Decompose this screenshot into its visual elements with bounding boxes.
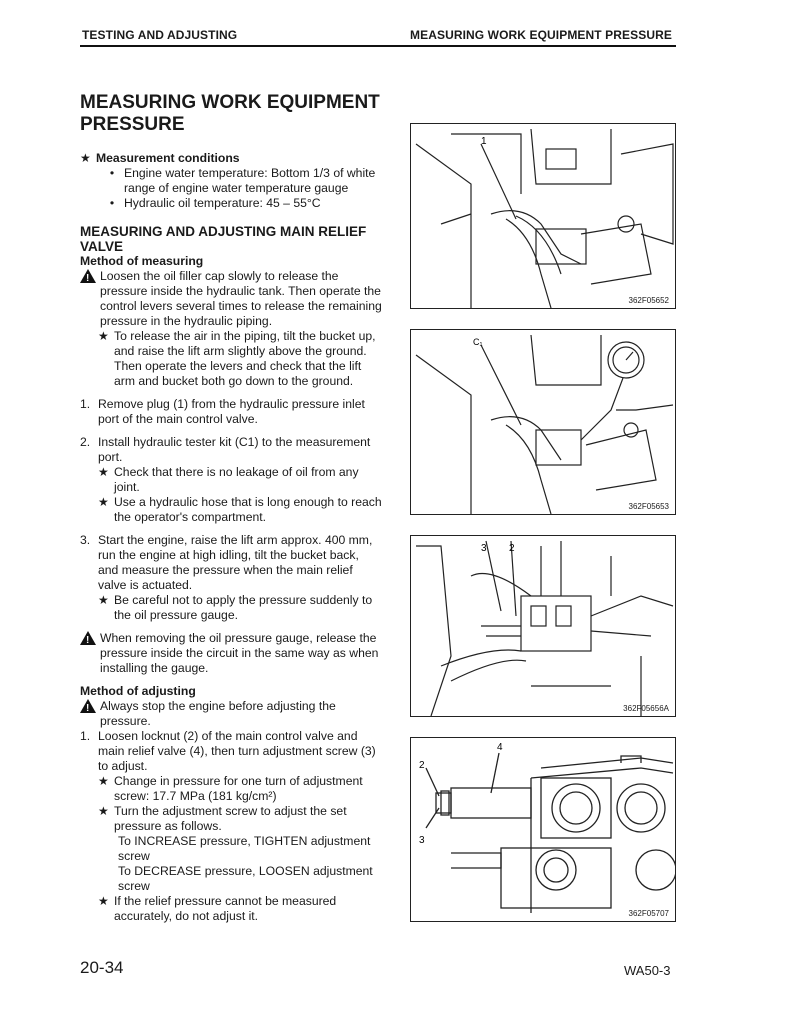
note-text: If the relief pressure cannot be measured accurately, do not adjust it. <box>114 894 337 923</box>
step-number: 1. <box>80 729 91 743</box>
figure-relief-valve-detail <box>410 737 676 922</box>
figure-caption: 362F05656A <box>623 704 669 713</box>
condition-item <box>80 166 382 196</box>
header-rule <box>80 45 676 47</box>
conditions-heading: Measurement conditions <box>96 151 240 165</box>
section-title: MEASURING AND ADJUSTING MAIN RELIEF VALVE <box>80 224 367 254</box>
bullet-marker: • <box>109 196 115 210</box>
warning-icon <box>80 699 96 713</box>
note-text: Turn the adjustment screw to adjust the set pressure as follows. <box>114 804 347 833</box>
star-marker: ★ <box>98 804 109 818</box>
page-number: 20-34 <box>80 958 124 977</box>
condition-text: Hydraulic oil temperature: 45 – 55°C <box>124 196 321 210</box>
step-text: Start the engine, raise the lift arm approx. 400 mm, run the engine at high idling, tilt the bucket back, and measure the pressure when the main relief valve is actuated. <box>98 533 373 592</box>
model-number: WA50-3 <box>624 963 671 978</box>
step-text: Remove plug (1) from the hydraulic pressure inlet port of the main control valve. <box>98 397 365 426</box>
note-text: Use a hydraulic hose that is long enough to reach the operator's compartment. <box>114 495 382 524</box>
figure-hydraulic-piping <box>410 123 676 309</box>
star-marker: ★ <box>98 774 109 788</box>
warning-text: Always stop the engine before adjusting the pressure. <box>100 699 336 728</box>
star-marker: ★ <box>98 465 109 479</box>
figure-control-valve <box>410 535 676 717</box>
note-row <box>80 774 382 804</box>
note-row <box>80 329 382 389</box>
figure-drawing <box>411 536 675 716</box>
condition-item <box>80 196 382 211</box>
note-row <box>80 495 382 525</box>
conditions-heading-row <box>80 151 382 166</box>
note-text: Be careful not to apply the pressure suddenly to the oil pressure gauge. <box>114 593 373 622</box>
figure-label: 3 <box>481 543 487 554</box>
figure-label: 3 <box>419 835 425 846</box>
figure-drawing <box>411 738 675 921</box>
figure-label: 4 <box>497 742 503 753</box>
warning-text: Loosen the oil filler cap slowly to release the pressure inside the hydraulic tank. Then operate the control levers several times to release the remaining pressure in the hydraulic piping. <box>100 269 382 328</box>
figure-tester-installed <box>410 329 676 515</box>
star-marker: ★ <box>80 151 91 165</box>
warning-block <box>80 631 382 676</box>
note-row <box>80 804 382 834</box>
text-column <box>80 151 382 924</box>
figure-label: 1 <box>481 136 487 147</box>
figure-label: 2 <box>509 543 515 554</box>
method-adjusting-heading: Method of adjusting <box>80 684 196 698</box>
warning-icon <box>80 269 96 283</box>
step-number: 2. <box>80 435 91 449</box>
note-text: Change in pressure for one turn of adjustment screw: 17.7 MPa (181 kg/cm²) <box>114 774 363 803</box>
header-left: TESTING AND ADJUSTING <box>82 28 238 42</box>
figure-caption: 362F05652 <box>628 296 669 305</box>
warning-block <box>80 269 382 329</box>
step-row <box>80 729 382 774</box>
decrease-instruction: To DECREASE pressure, LOOSEN adjustment screw <box>118 864 373 893</box>
figure-caption: 362F05653 <box>628 502 669 511</box>
page-title: MEASURING WORK EQUIPMENT PRESSURE <box>80 92 380 135</box>
bullet-marker: • <box>109 166 115 180</box>
condition-text: Engine water temperature: Bottom 1/3 of white range of engine water temperature gauge <box>124 166 376 195</box>
note-row <box>80 593 382 623</box>
figure-label: 2 <box>419 760 425 771</box>
note-text: Check that there is no leakage of oil from any joint. <box>114 465 359 494</box>
step-row <box>80 397 382 427</box>
figure-drawing <box>411 124 675 308</box>
warning-icon <box>80 631 96 645</box>
star-marker: ★ <box>98 894 109 908</box>
step-number: 1. <box>80 397 91 411</box>
increase-instruction: To INCREASE pressure, TIGHTEN adjustment screw <box>118 834 371 863</box>
step-row <box>80 533 382 593</box>
step-text: Install hydraulic tester kit (C1) to the measurement port. <box>98 435 371 464</box>
star-marker: ★ <box>98 495 109 509</box>
note-row <box>80 894 382 924</box>
method-measuring-heading: Method of measuring <box>80 254 204 268</box>
note-row <box>80 465 382 495</box>
figure-caption: 362F05707 <box>628 909 669 918</box>
note-text: To release the air in the piping, tilt the bucket up, and raise the lift arm slightly above the ground. Then operate the levers and check that the lift arm and bucket both go down to the ground. <box>114 329 376 388</box>
figure-label: C₁ <box>473 337 483 347</box>
warning-text: When removing the oil pressure gauge, release the pressure inside the circuit in the same way as when installing the gauge. <box>100 631 379 675</box>
star-marker: ★ <box>98 593 109 607</box>
step-number: 3. <box>80 533 91 547</box>
star-marker: ★ <box>98 329 109 343</box>
step-text: Loosen locknut (2) of the main control valve and main relief valve (4), then turn adjustment screw (3) to adjust. <box>98 729 376 773</box>
warning-block <box>80 699 382 729</box>
step-row <box>80 435 382 465</box>
figure-drawing <box>411 330 675 514</box>
header-right: MEASURING WORK EQUIPMENT PRESSURE <box>410 28 672 42</box>
